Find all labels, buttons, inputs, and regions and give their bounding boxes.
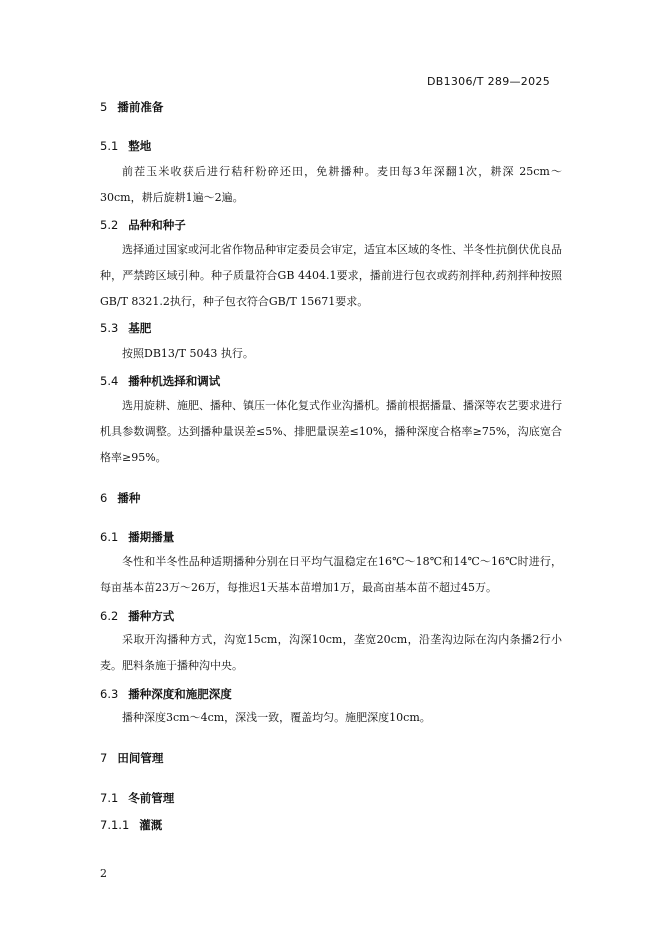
document-header-id: DB1306/T 289—2025 bbox=[426, 75, 550, 88]
section-heading-6 bbox=[100, 490, 140, 506]
section-paragraph-6-1: 冬性和半冬性品种适期播种分别在日平均气温稳定在16℃～18℃和14℃～16℃时进行，每亩基本苗23万～26万，每推迟1天基本苗增加1万，最高亩基本苗不超过45万。 bbox=[100, 555, 562, 594]
section-title: 播前准备 bbox=[117, 100, 164, 114]
section-title: 田间管理 bbox=[117, 751, 164, 765]
section-heading-5-1 bbox=[100, 138, 151, 154]
section-paragraph-5-3: 按照DB13/T 5043 执行。 bbox=[122, 347, 254, 360]
section-number: 7.1.1 bbox=[100, 818, 130, 832]
section-heading-6-3 bbox=[100, 686, 232, 702]
section-number: 5.2 bbox=[100, 218, 119, 232]
section-number: 6.3 bbox=[100, 687, 119, 701]
section-number: 7.1 bbox=[100, 791, 119, 805]
section-title: 播期播量 bbox=[128, 530, 175, 544]
section-heading-5 bbox=[100, 99, 163, 115]
section-paragraph-5-1: 前茬玉米收获后进行秸秆粉碎还田，免耕播种。麦田每3年深翻1次，耕深 25cm～30cm，耕后旋耕1遍～2遍。 bbox=[100, 165, 562, 204]
section-paragraph-6-2: 采取开沟播种方式，沟宽15cm，沟深10cm，垄宽20cm，沿垄沟边际在沟内条播2行小麦。肥料条施于播种沟中央。 bbox=[100, 633, 562, 672]
section-title: 播种机选择和调试 bbox=[128, 374, 221, 388]
section-number: 7 bbox=[100, 751, 108, 765]
section-title: 播种深度和施肥深度 bbox=[128, 687, 232, 701]
section-title: 整地 bbox=[128, 139, 152, 153]
section-title: 品种和种子 bbox=[128, 218, 186, 232]
section-title: 播种方式 bbox=[128, 609, 175, 623]
section-heading-5-4 bbox=[100, 373, 220, 389]
section-heading-6-1 bbox=[100, 529, 174, 545]
section-number: 5.4 bbox=[100, 374, 119, 388]
section-paragraph-5-2: 选择通过国家或河北省作物品种审定委员会审定，适宜本区域的冬性、半冬性抗倒伏优良品种，严禁跨区域引种。种子质量符合GB 4404.1要求，播前进行包衣或药剂拌种,药剂拌种按照GB/T 8321.2执行，种子包衣符合GB/T 15671要求。 bbox=[100, 243, 562, 308]
section-paragraph-5-4: 选用旋耕、施肥、播种、镇压一体化复式作业沟播机。播前根据播量、播深等农艺要求进行机具参数调整。达到播种量误差≤5%、排肥量误差≤10%，播种深度合格率≥75%，沟底宽合格率≥95%。 bbox=[100, 399, 562, 464]
section-number: 6 bbox=[100, 491, 108, 505]
section-paragraph-6-3: 播种深度3cm～4cm，深浅一致，覆盖均匀。施肥深度10cm。 bbox=[122, 711, 431, 724]
section-number: 5.3 bbox=[100, 321, 119, 335]
section-heading-7-1 bbox=[100, 790, 174, 806]
section-heading-7-1-1 bbox=[100, 817, 162, 833]
section-title: 冬前管理 bbox=[128, 791, 175, 805]
section-number: 6.1 bbox=[100, 530, 119, 544]
page-number: 2 bbox=[100, 867, 107, 880]
section-number: 6.2 bbox=[100, 609, 119, 623]
section-title: 基肥 bbox=[128, 321, 152, 335]
section-number: 5 bbox=[100, 100, 108, 114]
section-heading-5-2 bbox=[100, 217, 186, 233]
section-heading-5-3 bbox=[100, 320, 151, 336]
section-title: 播种 bbox=[117, 491, 141, 505]
section-number: 5.1 bbox=[100, 139, 119, 153]
section-title: 灌溉 bbox=[139, 818, 163, 832]
section-heading-7 bbox=[100, 750, 163, 766]
section-heading-6-2 bbox=[100, 608, 174, 624]
